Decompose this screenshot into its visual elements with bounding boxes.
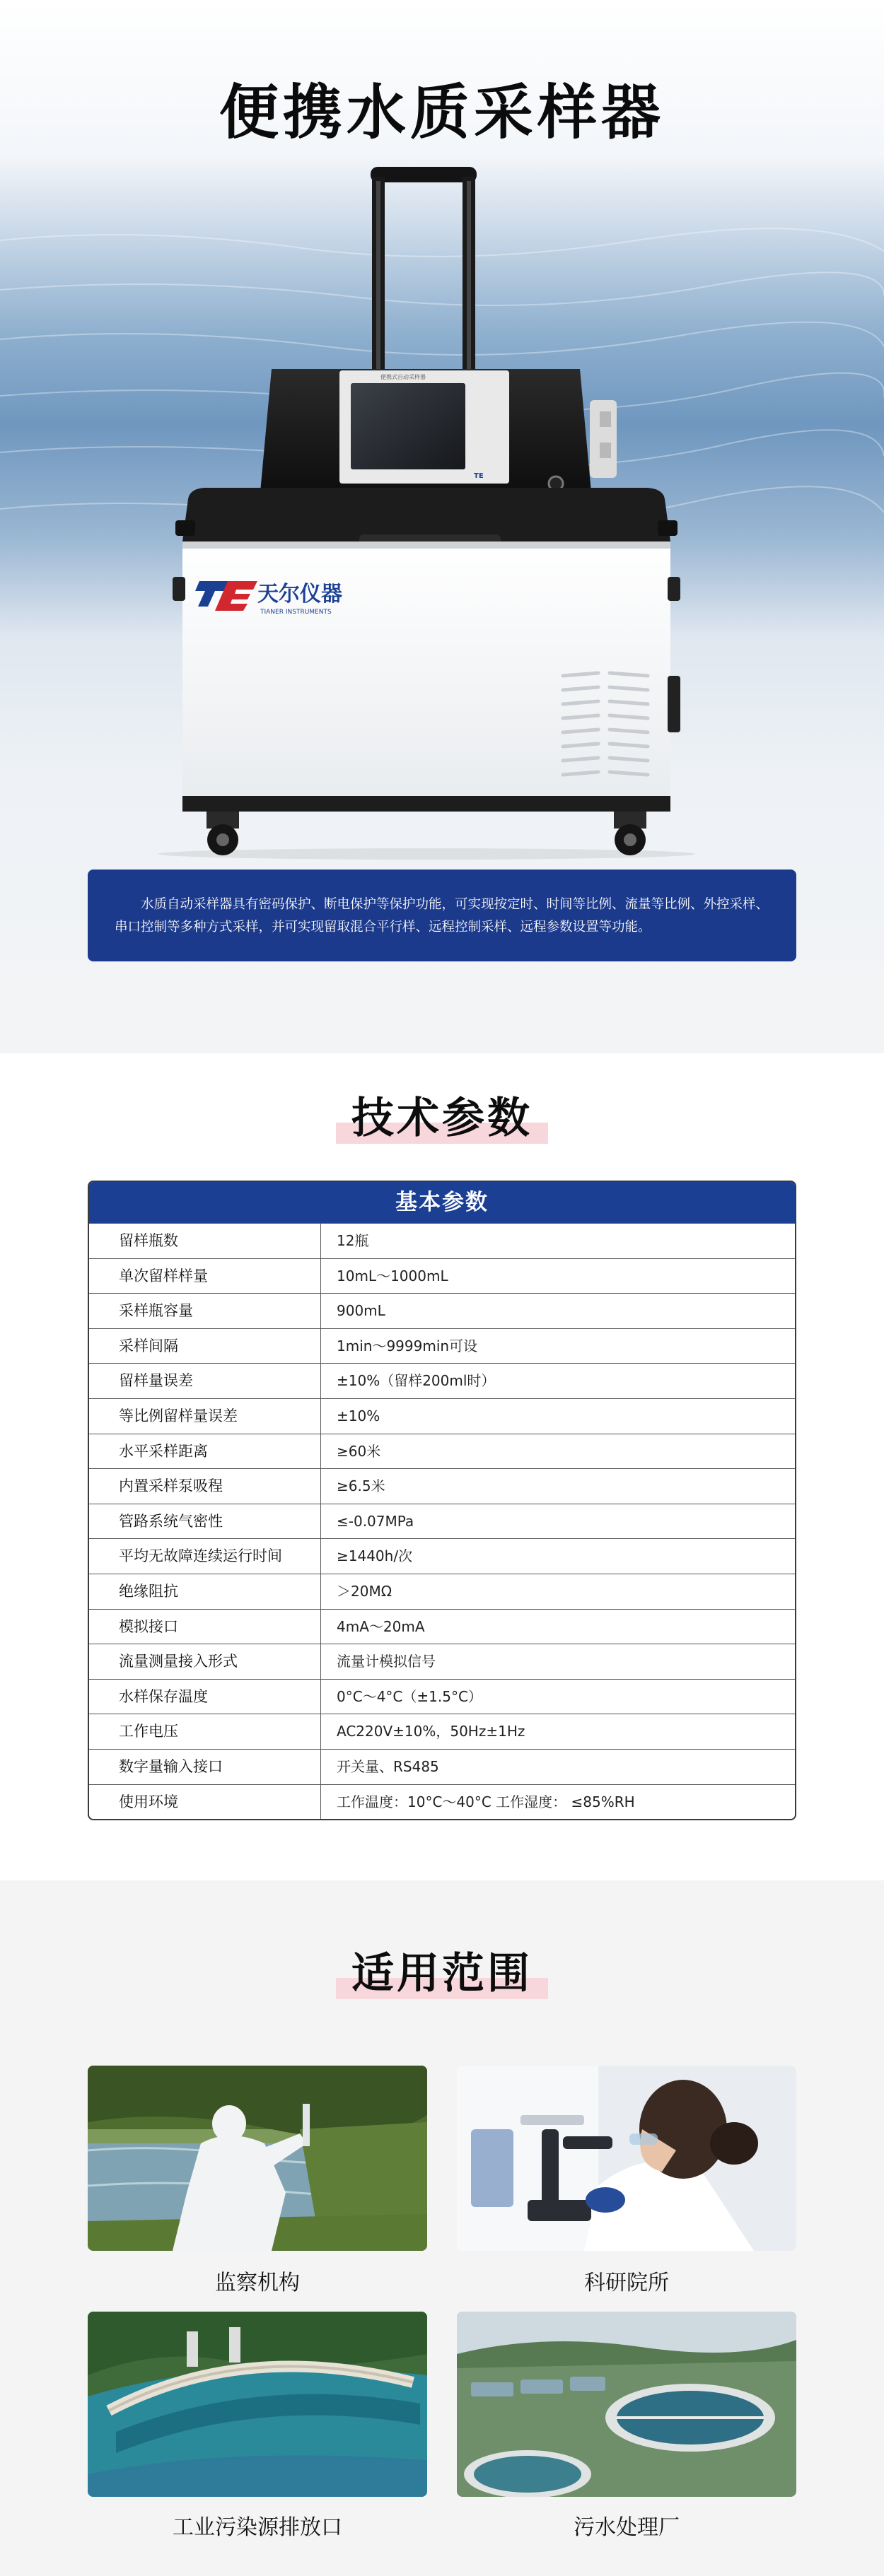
brand-subtitle: TIANER INSTRUMENTS <box>260 609 332 616</box>
spec-row <box>89 1574 795 1609</box>
application-label-monitoring: 监察机构 <box>215 2271 300 2295</box>
specs-section-title: 技术参数 <box>346 1084 538 1145</box>
spec-value: ≥6.5米 <box>337 1477 385 1495</box>
screen-label: 便携式自动采样器 <box>380 374 426 380</box>
application-label-research: 科研院所 <box>584 2271 669 2295</box>
spec-value: 开关量、RS485 <box>337 1757 439 1775</box>
spec-key: 流量测量接入形式 <box>89 1644 321 1679</box>
laboratory-photo <box>457 2066 796 2251</box>
sampler-product-image <box>147 167 706 860</box>
spec-table <box>88 1181 796 1820</box>
spec-row <box>89 1258 795 1294</box>
brand-name: 天尔仪器 <box>257 582 342 607</box>
spec-value: ≤-0.07MPa <box>337 1512 414 1530</box>
spec-value: AC220V±10%，50Hz±1Hz <box>337 1723 525 1740</box>
spec-value: 工作温度：10°C～40°C 工作湿度： ≤85%RH <box>337 1793 635 1810</box>
spec-value: 1min～9999min可设 <box>337 1337 478 1354</box>
spec-key: 模拟接口 <box>89 1610 321 1644</box>
spec-value: ＞20MΩ <box>337 1582 392 1600</box>
wastewater-plant-photo <box>457 2312 796 2497</box>
application-label-industrial: 工业污染源排放口 <box>173 2515 342 2540</box>
spec-row <box>89 1784 795 1820</box>
spec-row <box>89 1644 795 1679</box>
spec-key: 留样量误差 <box>89 1364 321 1398</box>
spec-key: 单次留样样量 <box>89 1259 321 1294</box>
spec-row <box>89 1679 795 1714</box>
spec-row <box>89 1328 795 1364</box>
svg-text:TE: TE <box>474 472 484 480</box>
field-inspection-photo <box>88 2066 427 2251</box>
hero-section <box>0 0 884 1053</box>
dam-outfall-photo <box>88 2312 427 2497</box>
spec-row <box>89 1223 795 1258</box>
spec-key: 等比例留样量误差 <box>89 1399 321 1434</box>
spec-row <box>89 1363 795 1398</box>
spec-key: 水样保存温度 <box>89 1680 321 1714</box>
spec-row <box>89 1293 795 1328</box>
spec-key: 平均无故障连续运行时间 <box>89 1539 321 1574</box>
application-card-wastewater <box>457 2312 796 2497</box>
spec-row <box>89 1714 795 1749</box>
spec-row <box>89 1609 795 1644</box>
applications-section <box>0 1880 884 2576</box>
applications-section-title: 适用范围 <box>346 1940 538 2001</box>
spec-key: 采样瓶容量 <box>89 1294 321 1328</box>
spec-value: ±10%（留样200ml时） <box>337 1372 496 1390</box>
spec-row <box>89 1434 795 1469</box>
spec-key: 采样间隔 <box>89 1329 321 1364</box>
spec-key: 工作电压 <box>89 1714 321 1749</box>
spec-value: 12瓶 <box>337 1232 369 1249</box>
application-card-industrial <box>88 2312 427 2497</box>
spec-table-title: 基本参数 <box>89 1182 795 1223</box>
page-title: 便携水质采样器 <box>219 78 665 147</box>
spec-row <box>89 1398 795 1434</box>
spec-key: 使用环境 <box>89 1785 321 1820</box>
spec-row <box>89 1468 795 1504</box>
spec-value: 4mA～20mA <box>337 1617 425 1635</box>
spec-value: 900mL <box>337 1302 385 1320</box>
spec-value: ±10% <box>337 1407 380 1424</box>
spec-value: ≥60米 <box>337 1442 381 1460</box>
spec-key: 管路系统气密性 <box>89 1504 321 1539</box>
description-text: 水质自动采样器具有密码保护、断电保护等保护功能，可实现按定时、时间等比例、流量等比例、外控采样、串口控制等多种方式采样，并可实现留取混合平行样、远程控制采样、远程参数设置等功能。 <box>115 897 769 935</box>
application-card-monitoring <box>88 2066 427 2251</box>
spec-value: ≥1440h/次 <box>337 1547 413 1565</box>
spec-value: 流量计模拟信号 <box>337 1653 436 1670</box>
spec-row <box>89 1749 795 1784</box>
spec-row <box>89 1504 795 1539</box>
description-box <box>88 870 796 961</box>
spec-key: 留样瓶数 <box>89 1224 321 1258</box>
spec-key: 水平采样距离 <box>89 1434 321 1469</box>
application-card-research <box>457 2066 796 2251</box>
application-label-wastewater: 污水处理厂 <box>574 2515 680 2540</box>
spec-value: 0°C～4°C（±1.5°C） <box>337 1687 482 1705</box>
spec-row <box>89 1538 795 1574</box>
spec-key: 内置采样泵吸程 <box>89 1469 321 1504</box>
specs-section <box>0 1053 884 1880</box>
spec-key: 数字量输入接口 <box>89 1750 321 1784</box>
spec-key: 绝缘阻抗 <box>89 1574 321 1609</box>
spec-value: 10mL～1000mL <box>337 1267 448 1284</box>
spec-table-body <box>89 1223 795 1819</box>
